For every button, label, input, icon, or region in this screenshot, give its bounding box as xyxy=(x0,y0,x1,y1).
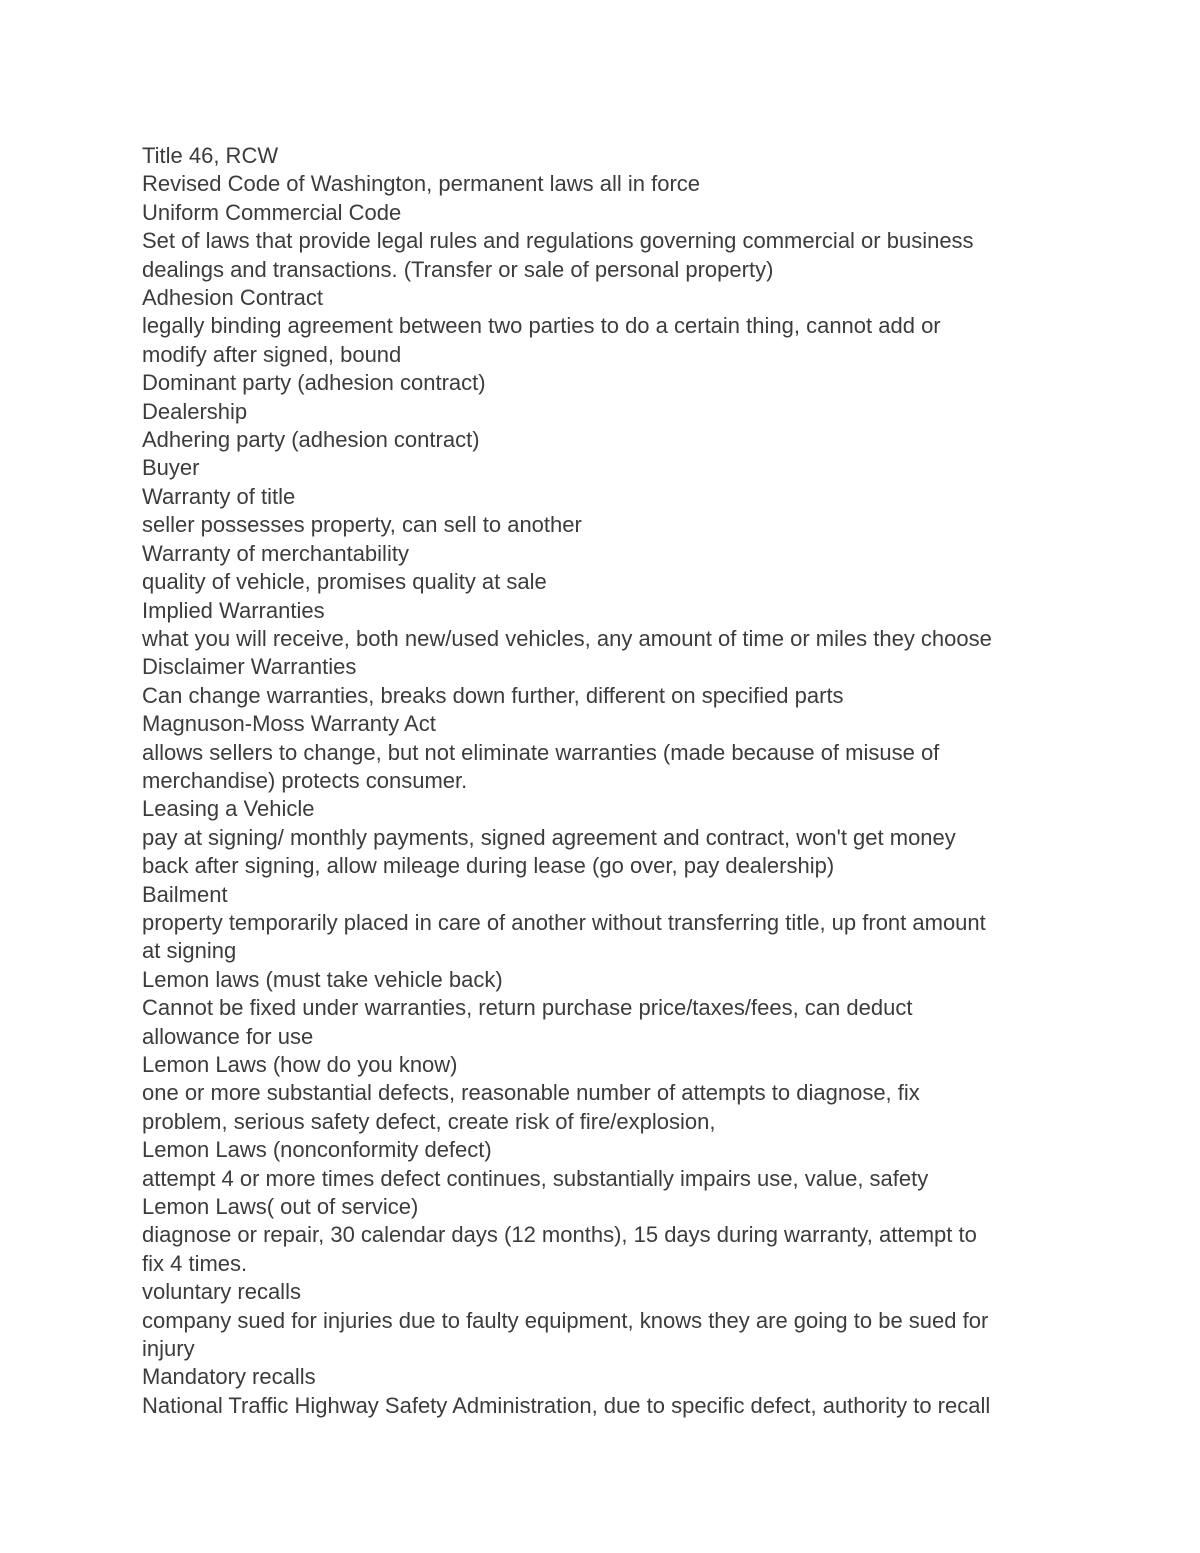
text-line: at signing xyxy=(142,938,237,964)
text-line: merchandise) protects consumer. xyxy=(142,767,468,793)
text-line: attempt 4 or more times defect continues, substantially impairs use, value, safety xyxy=(142,1165,929,1191)
text-line: one or more substantial defects, reasonable number of attempts to diagnose, fix xyxy=(142,1080,920,1106)
document-page xyxy=(142,142,1062,1420)
text-line: dealings and transactions. (Transfer or sale of personal property) xyxy=(142,256,774,282)
text-line: voluntary recalls xyxy=(142,1279,301,1305)
text-line: pay at signing/ monthly payments, signed agreement and contract, won't get money xyxy=(142,824,956,850)
text-line: Cannot be fixed under warranties, return purchase price/taxes/fees, can deduct xyxy=(142,995,913,1021)
text-line: allowance for use xyxy=(142,1023,314,1049)
text-line: National Traffic Highway Safety Administration, due to specific defect, authority to recall xyxy=(142,1392,991,1418)
text-line: Can change warranties, breaks down further, different on specified parts xyxy=(142,682,844,708)
text-line: what you will receive, both new/used vehicles, any amount of time or miles they choose xyxy=(142,625,992,651)
text-line: company sued for injuries due to faulty equipment, knows they are going to be sued for xyxy=(142,1307,989,1333)
text-line: Lemon Laws (how do you know) xyxy=(142,1052,458,1077)
text-line: modify after signed, bound xyxy=(142,341,402,367)
text-line: seller possesses property, can sell to another xyxy=(142,512,582,538)
text-line: Disclaimer Warranties xyxy=(142,654,357,680)
text-line: diagnose or repair, 30 calendar days (12 months), 15 days during warranty, attempt to xyxy=(142,1222,977,1248)
text-line: Leasing a Vehicle xyxy=(142,796,315,822)
text-line: Set of laws that provide legal rules and regulations governing commercial or business xyxy=(142,228,974,254)
text-line: injury xyxy=(142,1336,195,1362)
text-line: Warranty of title xyxy=(142,483,296,509)
text-line: fix 4 times. xyxy=(142,1250,248,1276)
text-line: Bailment xyxy=(142,881,228,907)
text-line: Revised Code of Washington, permanent laws all in force xyxy=(142,171,701,197)
text-line: Mandatory recalls xyxy=(142,1364,316,1390)
text-line: problem, serious safety defect, create risk of fire/explosion, xyxy=(142,1108,716,1134)
text-line: Buyer xyxy=(142,455,200,481)
text-line: allows sellers to change, but not eliminate warranties (made because of misuse of xyxy=(142,739,940,765)
text-line: Lemon Laws (nonconformity defect) xyxy=(142,1137,492,1163)
text-line: Magnuson-Moss Warranty Act xyxy=(142,711,436,737)
text-line: Adhesion Contract xyxy=(142,285,323,311)
text-line: Dealership xyxy=(142,398,248,424)
text-line: legally binding agreement between two parties to do a certain thing, cannot add or xyxy=(142,313,941,339)
text-line: Lemon Laws( out of service) xyxy=(142,1194,419,1220)
text-line: property temporarily placed in care of another without transferring title, up front amount xyxy=(142,909,986,935)
text-line: Title 46, RCW xyxy=(142,143,279,168)
text-line: Lemon laws (must take vehicle back) xyxy=(142,966,503,992)
text-line: Dominant party (adhesion contract) xyxy=(142,370,486,396)
text-line: Warranty of merchantability xyxy=(142,540,409,566)
text-line: Implied Warranties xyxy=(142,597,325,623)
text-line: Adhering party (adhesion contract) xyxy=(142,427,480,453)
text-line: back after signing, allow mileage during lease (go over, pay dealership) xyxy=(142,853,835,879)
text-line: Uniform Commercial Code xyxy=(142,199,402,225)
text-line: quality of vehicle, promises quality at sale xyxy=(142,569,547,595)
